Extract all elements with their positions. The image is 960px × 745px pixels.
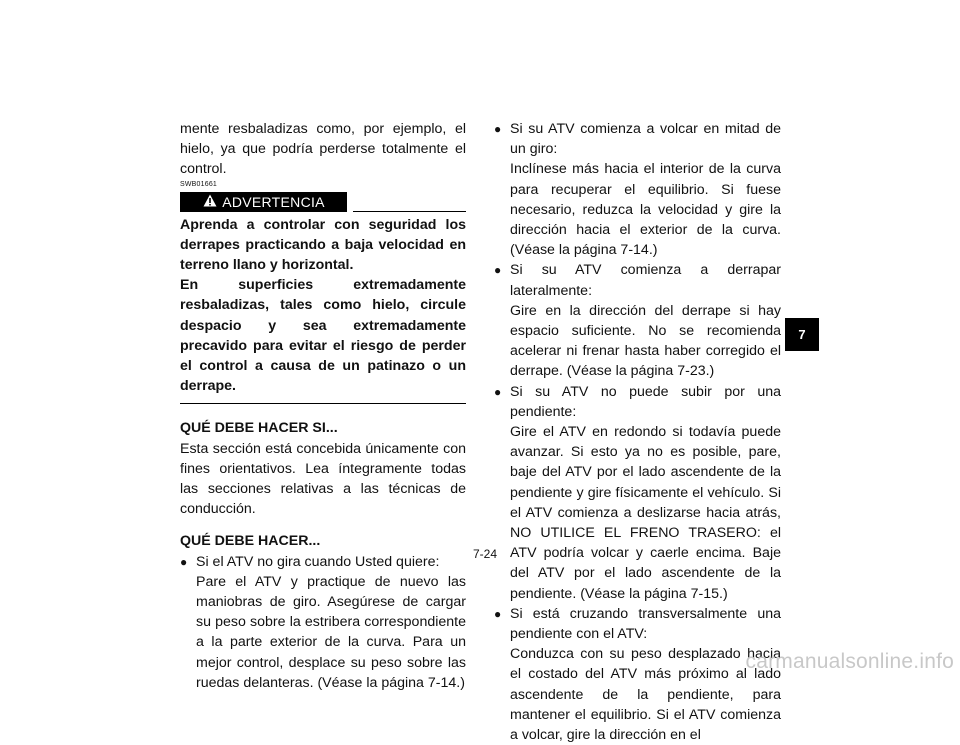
bullet-icon: ● <box>180 554 188 569</box>
warning-text-2: En superficies extremadamente resbaladizas, tales como hielo, circule despacio y sea extremadamente precavido para evitar el riesgo de perder el control a causa de un patinazo o un derrape. <box>180 277 466 395</box>
left-column <box>180 119 466 693</box>
page-number: 7-24 <box>472 547 498 561</box>
warning-badge <box>180 192 347 212</box>
bullet-body: Gire el ATV en redondo si todavía puede avanzar. Si esto ya no es posible, pare, baje del ATV por el lado ascendente de la pendiente y gire físicamente el vehículo. Si el ATV comienza a deslizarse hacia atrás, NO UTILICE EL FRENO TRASERO: el ATV podría volcar y caerle encima. Baje del ATV por el lado ascendente de la pendiente. (Véase la página 7-15.) <box>510 424 781 602</box>
bullet-title: Si está cruzando transversalmente una pendiente con el ATV: <box>510 605 781 643</box>
bullet-item <box>494 604 781 745</box>
bullet-item <box>180 552 466 693</box>
watermark: carmanualsonline.info <box>745 650 954 673</box>
warning-header-rule <box>353 211 466 212</box>
bullet-item <box>494 119 781 260</box>
bullet-title: Si el ATV no gira cuando Usted quiere: <box>196 553 440 570</box>
bullet-icon: ● <box>494 606 502 621</box>
bullet-body: Inclínese más hacia el interior de la curva para recuperar el equilibrio. Si fuese necesario, reduzca la velocidad y gire la dirección hacia el exterior de la curva. (Véase la página 7-14.) <box>510 161 781 259</box>
bullet-icon: ● <box>494 122 502 136</box>
warning-header <box>180 190 466 212</box>
warning-triangle-icon <box>203 192 217 212</box>
bullet-title: Si su ATV comienza a derrapar lateralmente: <box>510 262 781 299</box>
bullet-icon: ● <box>494 384 502 399</box>
section-heading: QUÉ DEBE HACER SI... <box>180 420 338 437</box>
bullet-title: Si su ATV no puede subir por una pendiente: <box>510 383 781 420</box>
intro-paragraph: mente resbaladizas como, por ejemplo, el hielo, ya que podría perderse totalmente el control. <box>180 121 466 178</box>
bullet-body: Pare el ATV y practique de nuevo las maniobras de giro. Asegúrese de cargar su peso sobre la estribera correspondiente a la parte exterior de la curva. Para un mejor control, desplace su peso sobre las ruedas delanteras. (Véase la página 7-14.) <box>196 573 466 691</box>
chapter-tab: 7 <box>785 318 819 351</box>
bullet-title: Si su ATV comienza a volcar en mitad de un giro: <box>510 121 781 158</box>
subsection-heading: QUÉ DEBE HACER... <box>180 533 321 550</box>
bullet-body: Conduzca con su peso desplazado hacia el costado del ATV más próximo al lado ascendente de la pendiente, para mantener el equilibrio. Si el ATV comienza a volcar, gire la dirección en el <box>510 646 781 744</box>
warning-code: SWB01661 <box>180 180 218 188</box>
warning-text-1: Aprenda a controlar con seguridad los derrapes practicando a baja velocidad en terreno llano y horizontal. <box>180 216 466 274</box>
warning-label: ADVERTENCIA <box>222 193 325 210</box>
bullet-icon: ● <box>494 263 502 278</box>
warning-end-rule <box>180 403 466 404</box>
section-intro: Esta sección está concebida únicamente con fines orientativos. Lea íntegramente todas las secciones relativas a las técnicas de conducción. <box>180 440 466 518</box>
bullet-item <box>494 382 781 604</box>
bullet-body: Gire en la dirección del derrape si hay espacio suficiente. No se recomienda acelerar ni frenar hasta haber corregido el derrape. (Véase la página 7-23.) <box>510 302 781 380</box>
bullet-item <box>494 260 781 381</box>
